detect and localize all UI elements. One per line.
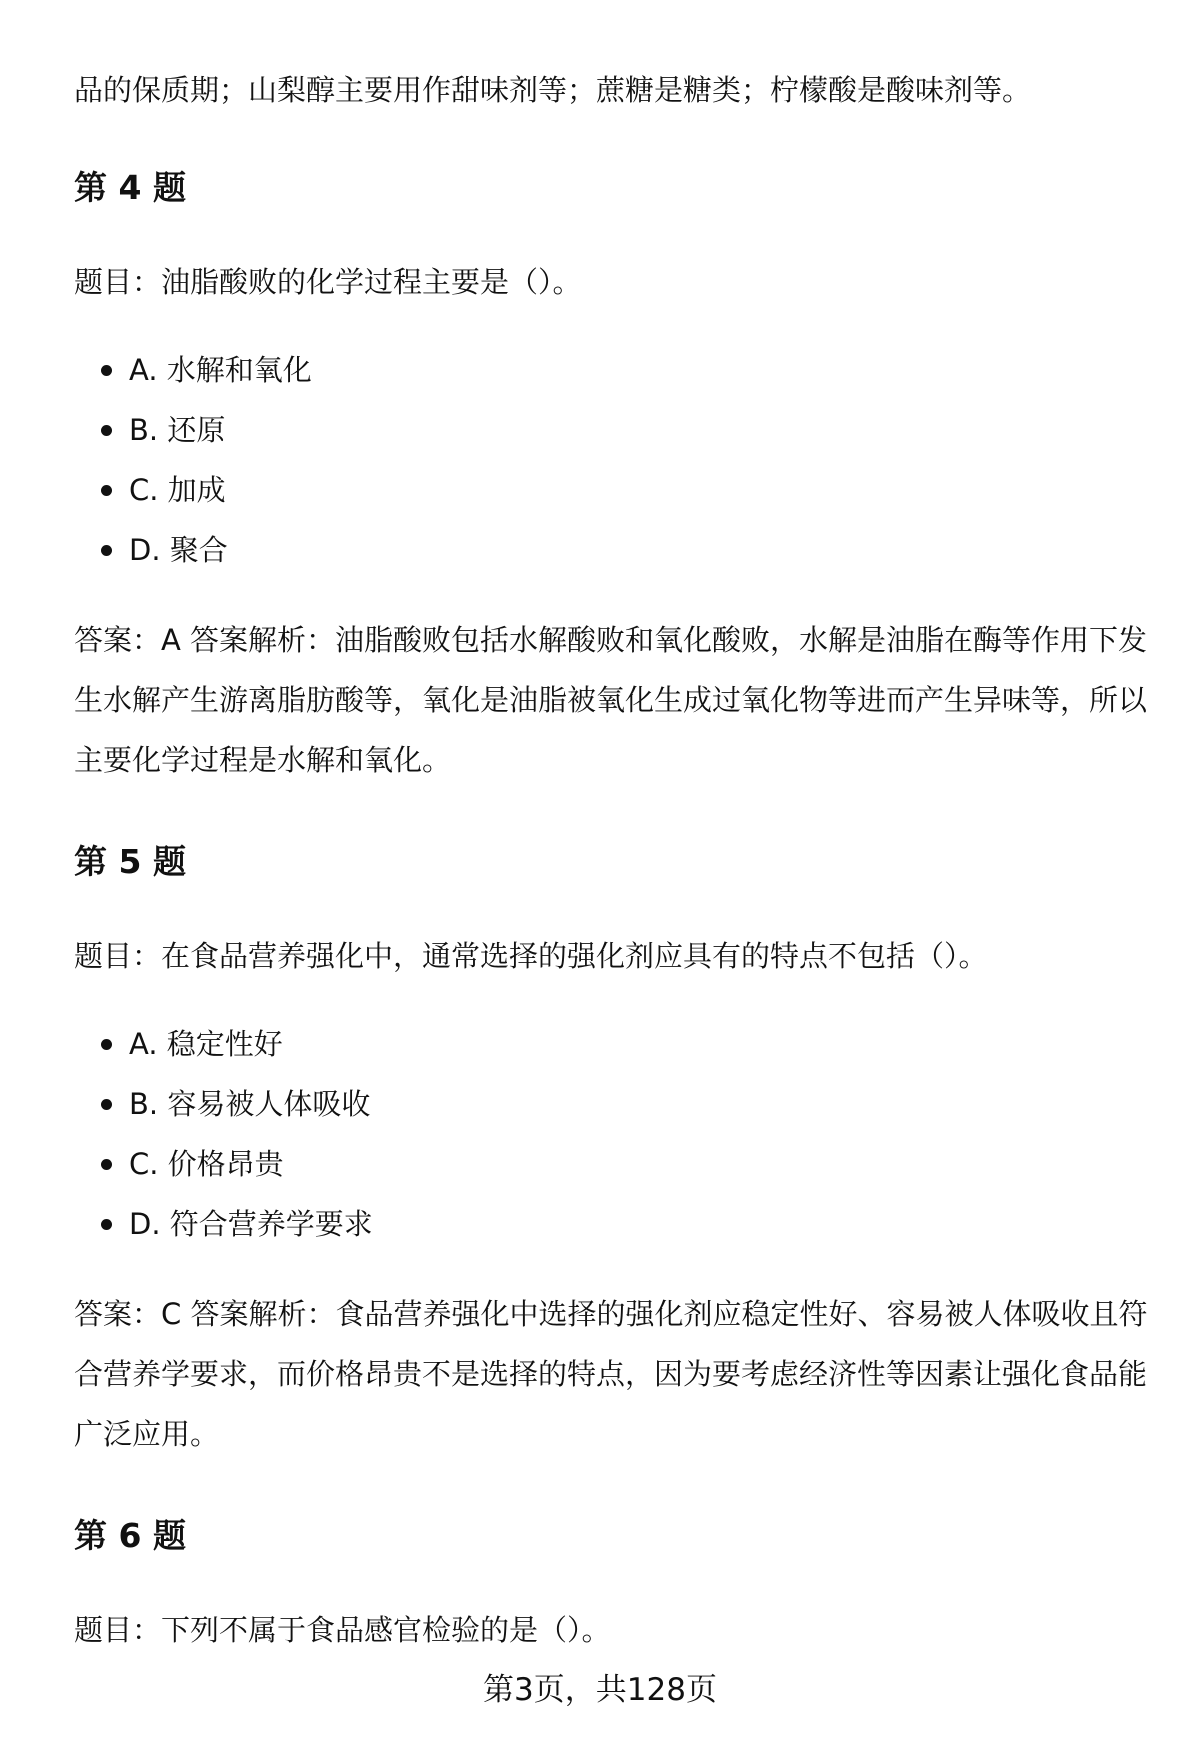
option-label: C. 价格昂贵	[129, 1147, 284, 1181]
option-label: D. 符合营养学要求	[129, 1207, 373, 1241]
option-label: C. 加成	[129, 473, 226, 507]
page-content	[74, 60, 1154, 1688]
question-heading: 第 6 题	[74, 1516, 186, 1555]
question-heading: 第 4 题	[74, 168, 186, 207]
option-b	[74, 400, 1154, 460]
question-stem: 题目：下列不属于食品感官检验的是（）。	[74, 1613, 611, 1647]
lead-paragraph: 品的保质期；山梨醇主要用作甜味剂等；蔗糖是糖类；柠檬酸是酸味剂等。	[74, 73, 1032, 107]
bullet-icon	[101, 1039, 112, 1050]
question-5	[74, 832, 1154, 1464]
answer-explanation: 答案：A 答案解析：油脂酸败包括水解酸败和氧化酸败，水解是油脂在酶等作用下发生水解产生游离脂肪酸等，氧化是油脂被氧化生成过氧化物等进而产生异味等，所以主要化学过程是水解和氧化。	[74, 623, 1148, 777]
option-a	[74, 340, 1154, 400]
question-4	[74, 158, 1154, 790]
option-b	[74, 1074, 1154, 1134]
option-a	[74, 1014, 1154, 1074]
page-number: 第3页，共128页	[483, 1672, 717, 1708]
bullet-icon	[101, 1159, 112, 1170]
bullet-icon	[101, 425, 112, 436]
question-6	[74, 1506, 1154, 1660]
question-stem: 题目：油脂酸败的化学过程主要是（）。	[74, 265, 582, 299]
option-label: A. 水解和氧化	[129, 353, 312, 387]
option-list	[74, 1014, 1154, 1254]
option-d	[74, 1194, 1154, 1254]
bullet-icon	[101, 1219, 112, 1230]
option-label: B. 还原	[129, 413, 226, 447]
question-heading: 第 5 题	[74, 842, 186, 881]
question-stem: 题目：在食品营养强化中，通常选择的强化剂应具有的特点不包括（）。	[74, 939, 988, 973]
option-d	[74, 520, 1154, 580]
option-c	[74, 1134, 1154, 1194]
bullet-icon	[101, 485, 112, 496]
option-label: B. 容易被人体吸收	[129, 1087, 371, 1121]
bullet-icon	[101, 365, 112, 376]
option-label: D. 聚合	[129, 533, 228, 567]
answer-explanation: 答案：C 答案解析：食品营养强化中选择的强化剂应稳定性好、容易被人体吸收且符合营养学要求，而价格昂贵不是选择的特点，因为要考虑经济性等因素让强化食品能广泛应用。	[74, 1297, 1148, 1451]
option-label: A. 稳定性好	[129, 1027, 283, 1061]
option-c	[74, 460, 1154, 520]
bullet-icon	[101, 545, 112, 556]
bullet-icon	[101, 1099, 112, 1110]
option-list	[74, 340, 1154, 580]
